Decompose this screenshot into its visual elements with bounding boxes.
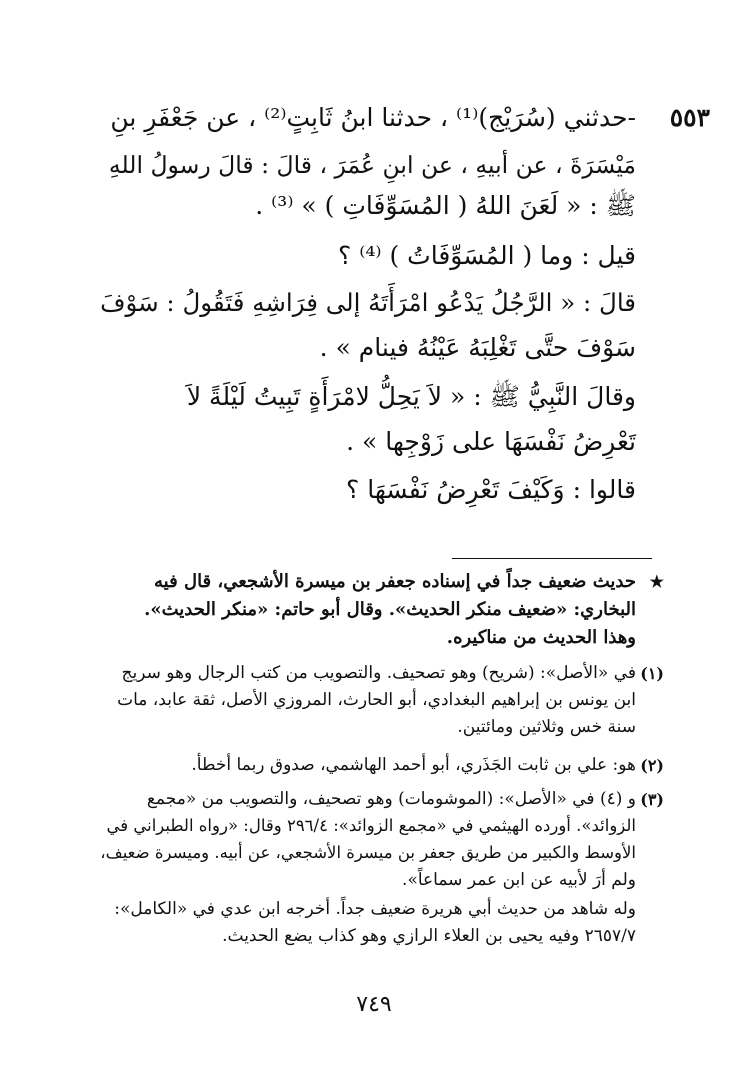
hadith-line-6: سَوْفَ حتَّى تَغْلِبَهُ عَيْنُهُ فينام » . [319, 333, 636, 362]
hadith-line-2: مَيْسَرَةَ ، عن أبيهِ ، عن ابنِ عُمَرَ ، قالَ : قالَ رسولُ اللهِ [108, 151, 636, 179]
hadith-line-1: -حدثني (سُرَيْج)⁽¹⁾ ، حدثنا ابنُ ثَابِتٍ⁽²⁾ ، عن جَعْفَرِ بنِ [110, 103, 636, 132]
footnote-1-mark: (١) [640, 664, 664, 683]
footnote-3-line-4: ولم أرَ لأبيه عن ابن عمر سماعاً». [402, 870, 636, 890]
hadith-number: ٥٥٣ [669, 103, 710, 132]
footnote-3-line-5: وله شاهد من حديث أبي هريرة ضعيف جداً. أخرجه ابن عدي في «الكامل»: [114, 899, 636, 919]
footnote-1-line-3: سنة خس وثلاثين ومائتين. [457, 717, 636, 737]
hadith-line-8: تَعْرِضُ نَفْسَهَا على زَوْجِها » . [346, 427, 636, 456]
footnote-2-mark: (٢) [640, 756, 664, 775]
footnote-3-line-3: الأوسط والكبير من طريق جعفر بن ميسرة الأشجعي، عن أبيه. وميسرة ضعيف، [100, 843, 636, 862]
hadith-line-7: وقالَ النَّبِيُّ ﷺ : « لاَ يَحِلُّ لامْرَأَةٍ تَبِيتُ لَيْلَةً لاَ [186, 382, 636, 411]
footnote-separator [452, 558, 652, 559]
hadith-line-3: ﷺ : « لَعَنَ اللهُ ( المُسَوِّفَاتِ ) » ⁽³⁾ . [255, 191, 636, 220]
footnote-star-line-3: وهذا الحديث من مناكيره. [446, 627, 636, 648]
footnote-3-line-1: و (٤) في «الأصل»: (الموشومات) وهو تصحيف، والتصويب من «مجمع [146, 789, 636, 809]
hadith-line-9: قالوا : وَكَيْفَ تَعْرِضُ نَفْسَهَا ؟ [346, 475, 636, 504]
footnote-star-mark: ★ [649, 572, 664, 591]
hadith-line-5: قالَ : « الرَّجُلُ يَدْعُو امْرَأَتَهُ إلى فِرَاشِهِ فَتَقُولُ : سَوْفَ [100, 288, 636, 317]
footnote-3-line-6: ٢٦٥٧/٧ وفيه يحيى بن العلاء الرازي وهو كذاب يضع الحديث. [222, 926, 636, 946]
footnote-1-line-2: ابن يونس بن إبراهيم البغدادي، أبو الحارث، المروزي الأصل، ثقة عابد، مات [117, 690, 636, 710]
footnote-1-line-1: في «الأصل»: (شريح) وهو تصحيف. والتصويب من كتب الرجال وهو سريج [121, 663, 636, 683]
footnote-3-mark: (٣) [640, 790, 664, 809]
footnote-star-line-1: حديث ضعيف جداً في إسناده جعفر بن ميسرة الأشجعي، قال فيه [154, 571, 636, 592]
page-number: ٧٤٩ [356, 992, 392, 1017]
footnote-star-line-2: البخاري: «ضعيف منكر الحديث». وقال أبو حاتم: «منكر الحديث». [144, 599, 636, 620]
footnote-3-line-2: الزوائد». أورده الهيثمي في «مجمع الزوائد»: ٢٩٦/٤ وقال: «رواه الطبراني في [106, 816, 636, 835]
footnote-2-line-1: هو: علي بن ثابت الجَذَري، أبو أحمد الهاشمي، صدوق ربما أخطأ. [191, 755, 636, 775]
hadith-line-4: قيل : وما ( المُسَوِّفَاتُ ) ⁽⁴⁾ ؟ [338, 241, 636, 270]
